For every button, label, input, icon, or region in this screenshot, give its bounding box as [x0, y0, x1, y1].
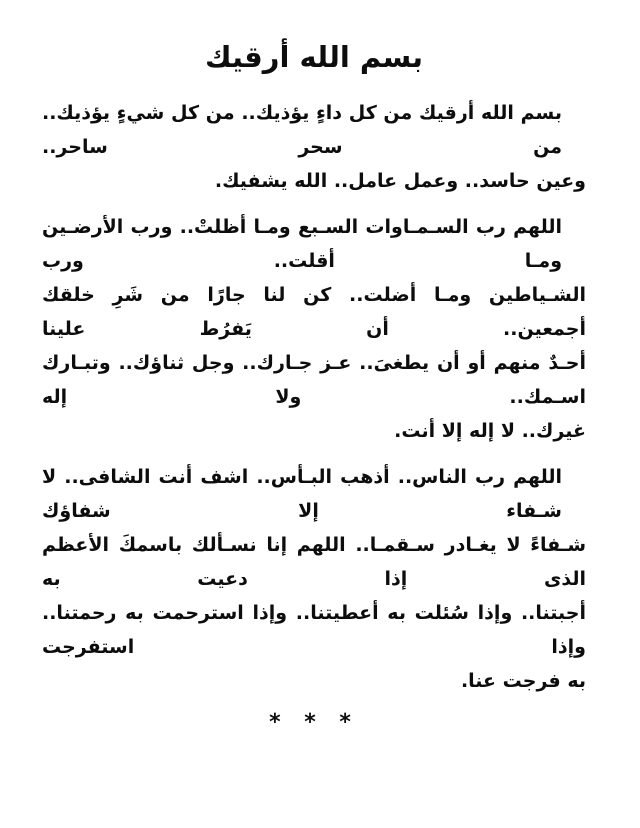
text-line: اللهم رب الناس.. أذهب البـأس.. اشف أنت الشافى.. لا شـفاء إلا شفاؤك [42, 466, 562, 522]
paragraph [42, 96, 586, 198]
section-separator-asterisks: * * * [269, 710, 359, 735]
text-line: غيرك.. لا إله إلا أنت. [394, 420, 586, 442]
text-line: شـفاءً لا يغـادر سـقمـا.. اللهم إنا نسـألك باسمكَ الأعظم الذى إذا دعيت به [42, 534, 586, 590]
paragraph [42, 210, 586, 448]
text-line: به فرجت عنا. [460, 670, 586, 692]
text-line: أحـدٌ منهم أو أن يطغىَ.. عـز جـارك.. وجل ثناؤك.. وتبـارك اسـمك.. ولا إله [42, 352, 586, 408]
paragraph [42, 460, 586, 698]
text-line: بسم الله أرقيك من كل داءٍ يؤذيك.. من كل شيءٍ يؤذيك.. من سحر ساحر.. [42, 102, 562, 158]
text-line: الشـياطين ومـا أضلت.. كن لنا جارًا من شَرِ خلقك أجمعين.. أن يَفرُط علينا [42, 284, 586, 340]
text-line: أجبتنا.. وإذا سُئلت به أعطيتنا.. وإذا استرحمت به رحمتنا.. وإذا استفرجت [42, 602, 586, 658]
page-title: بسم الله أرقيك [204, 40, 424, 74]
text-line: وعين حاسد.. وعمل عامل.. الله يشفيك. [214, 170, 586, 192]
text-line: اللهم رب السـمـاوات السـبع ومـا أظلتْ.. ورب الأرضـين ومـا أقلت.. ورب [42, 216, 562, 272]
